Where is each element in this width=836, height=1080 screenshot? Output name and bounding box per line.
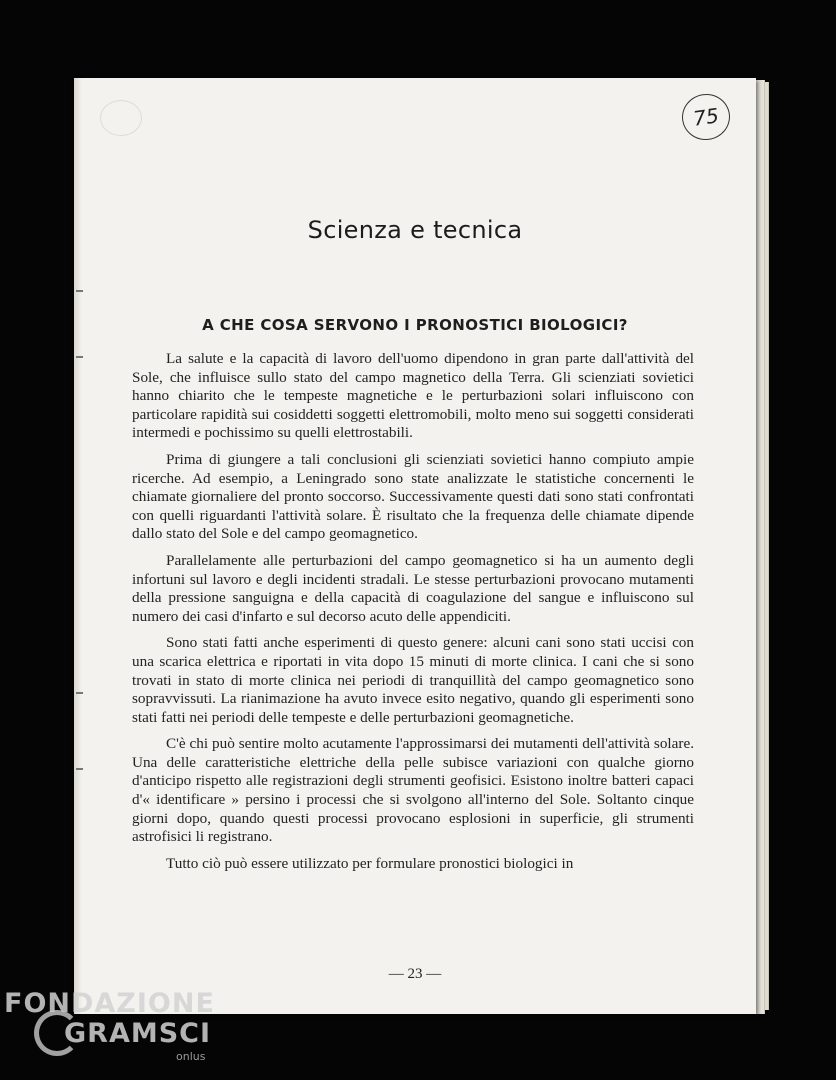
- paragraph: Sono stati fatti anche esperimenti di questo genere: alcuni cani sono stati uccisi con una scarica elettrica e riportati in vita dopo 15 minuti di morte clinica. I cani che si sono trovati in stato di morte clinica nei periodi di tranquillità del campo geomagnetico sono sopravvissuti. La rianimazione ha avuto invece esito negativo, quando gli esperimenti sono stati fatti nei periodi delle tempeste e delle perturbazioni geomagnetiche.: [132, 634, 694, 726]
- paragraph: C'è chi può sentire molto acutamente l'approssimarsi dei mutamenti dell'attività solare. Una delle caratteristiche elettriche della pelle subisce variazioni con qualche giorno d'anticipo rispetto alle registrazioni degli strumenti geofisici. Esistono inoltre batteri capaci d'« identificare » persino i processi che si svolgono all'interno del Sole. Soltanto cinque giorni dopo, quando questi processi provocano esplosioni in superficie, gli strumenti astrofisici li registrano.: [132, 735, 694, 846]
- faint-handwritten-mark: [100, 100, 142, 136]
- paragraph: Parallelamente alle perturbazioni del campo geomagnetico si ha un aumento degli infortuni sul lavoro e degli incidenti stradali. Le stesse perturbazioni provocano mutamenti della pressione sanguigna e della capacità di coagulazione del sangue e influiscono sul numero dei casi d'infarto e sul decorso acuto delle appendiciti.: [132, 551, 694, 625]
- staple-mark: [76, 356, 83, 358]
- staple-mark: [76, 290, 83, 292]
- handwritten-page-number: 75: [679, 91, 733, 143]
- watermark-line1: FONDAZIONE: [4, 988, 215, 1019]
- paragraph: Tutto ciò può essere utilizzato per formulare pronostici biologici in: [166, 854, 574, 872]
- staple-mark: [76, 768, 83, 770]
- document-page: [74, 78, 756, 1014]
- article-body: [132, 350, 694, 881]
- section-title: Scienza e tecnica: [307, 216, 523, 244]
- page-folio: — 23 —: [388, 966, 442, 982]
- staple-mark: [76, 692, 83, 694]
- watermark-logo: [4, 988, 224, 1080]
- watermark-suffix: onlus: [176, 1050, 206, 1063]
- paragraph: Prima di giungere a tali conclusioni gli scienziati sovietici hanno compiuto ampie ricerche. Ad esempio, a Leningrado sono state analizzate le statistiche concernenti le chiamate giornaliere del pronto soccorso. Successivamente questi dati sono stati confrontati con quelli riguardanti l'attività solare. È risultato che la frequenza delle chiamate dipende dallo stato del Sole e del campo geomagnetico.: [132, 450, 694, 543]
- paragraph: La salute e la capacità di lavoro dell'uomo dipendono in gran parte dall'attività del Sole, che influisce sullo stato del campo magnetico della Terra. Gli scienziati sovietici hanno chiarito che le tempeste magnetiche e le perturbazioni solari influiscono con particolare rapidità sui cosiddetti soggetti elettromobili, molto meno sui soggetti considerati intermedi e pochissimo su quelli elettrostabili.: [132, 350, 694, 442]
- watermark-line2: GRAMSCI: [64, 1018, 212, 1049]
- article-title: A CHE COSA SERVONO I PRONOSTICI BIOLOGICI?: [202, 316, 628, 334]
